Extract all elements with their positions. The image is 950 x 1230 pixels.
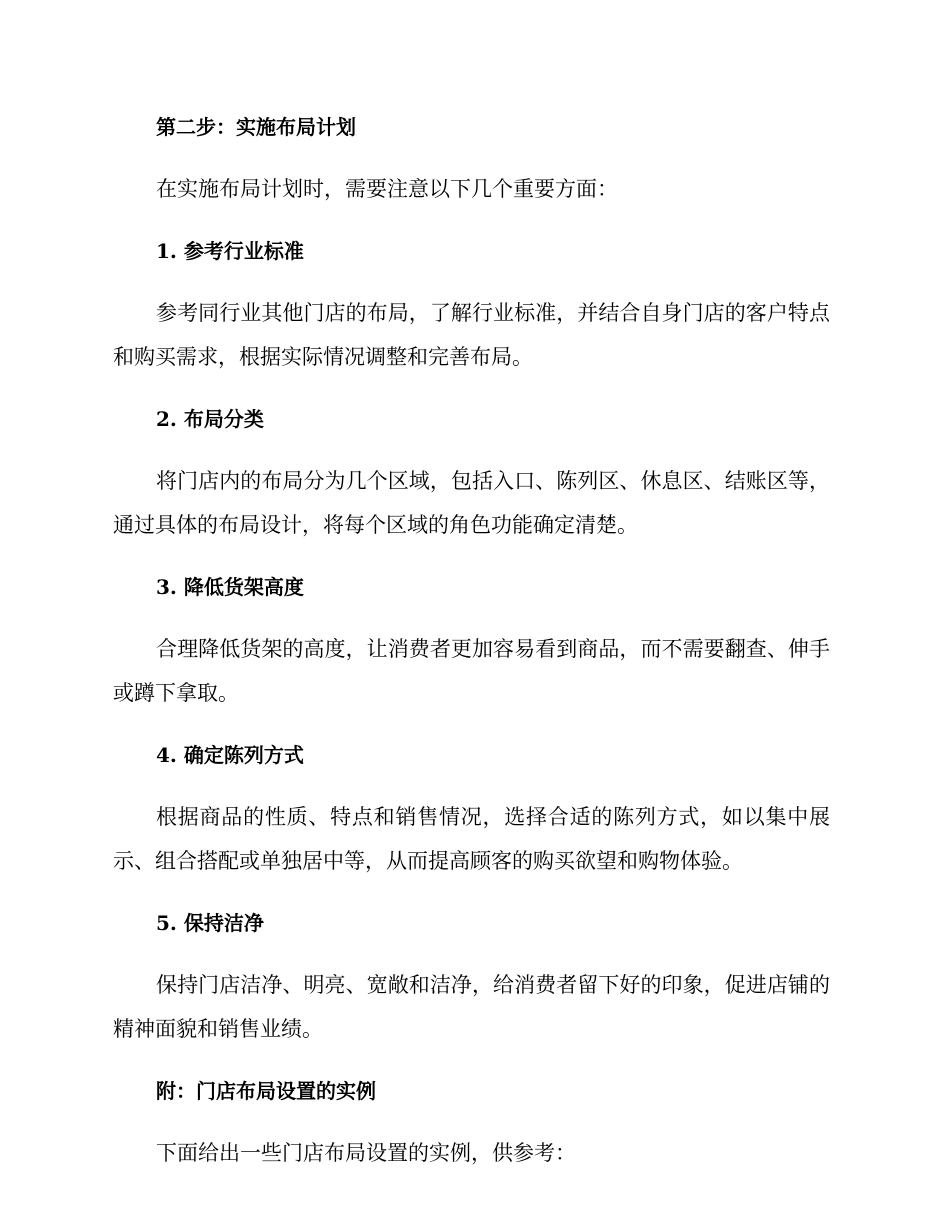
document-page [113,113,830,1175]
section-heading: 1. 参考行业标准 [156,239,304,263]
section-heading: 3. 降低货架高度 [156,575,304,599]
appendix-heading: 附：门店布局设置的实例 [156,1079,376,1103]
section-heading: 4. 确定陈列方式 [156,743,304,767]
appendix-intro-paragraph: 下面给出一些门店布局设置的实例，供参考： [156,1141,576,1165]
section-heading: 5. 保持洁净 [156,911,264,935]
section-paragraph: 保持门店洁净、明亮、宽敞和洁净，给消费者留下好的印象，促进店铺的精神面貌和销售业绩。 [113,973,830,1041]
intro-paragraph: 在实施布局计划时，需要注意以下几个重要方面： [156,177,618,201]
section-paragraph: 根据商品的性质、特点和销售情况，选择合适的陈列方式，如以集中展示、组合搭配或单独居中等，从而提高顾客的购买欲望和购物体验。 [113,805,830,873]
section-heading: 2. 布局分类 [156,407,264,431]
section-paragraph: 参考同行业其他门店的布局，了解行业标准，并结合自身门店的客户特点和购买需求，根据实际情况调整和完善布局。 [113,301,830,369]
section-paragraph: 将门店内的布局分为几个区域，包括入口、陈列区、休息区、结账区等，通过具体的布局设计，将每个区域的角色功能确定清楚。 [113,469,830,537]
step-heading: 第二步：实施布局计划 [156,115,356,139]
section-paragraph: 合理降低货架的高度，让消费者更加容易看到商品，而不需要翻查、伸手或蹲下拿取。 [113,637,830,705]
